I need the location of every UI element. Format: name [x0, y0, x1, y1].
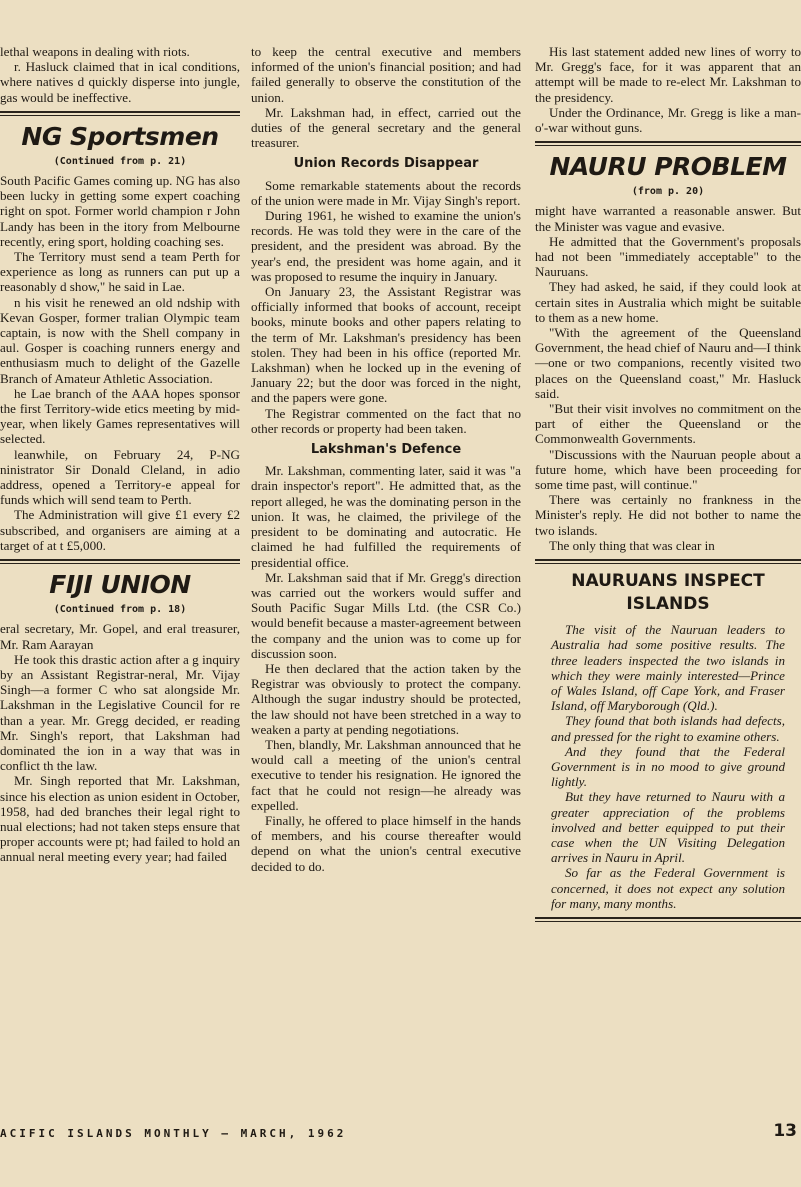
paragraph: Mr. Lakshman had, in effect, carried out the duties of the general secretary and the general treasurer.	[251, 104, 521, 151]
paragraph: The only thing that was clear in	[549, 537, 715, 553]
paragraph: But they have returned to Nauru with a greater appreciation of the problems involved and better equipped to put their case when the UN Visiting Delegation arrives in Nauru in April.	[551, 789, 785, 866]
column-2	[251, 44, 521, 874]
paragraph: And they found that the Federal Government is in no mood to give ground lightly.	[551, 743, 785, 790]
defence-subheading: Lakshman's Defence	[310, 442, 462, 458]
paragraph: might have warranted a reasonable answer. But the Minister was vague and evasive.	[535, 203, 801, 234]
sportsmen-article	[0, 122, 240, 553]
section-divider	[535, 917, 801, 922]
nauru-article	[535, 152, 801, 553]
paragraph: r. Hasluck claimed that in ical conditions, where natives d quickly disperse into jungle, gas would be ineffective.	[0, 59, 240, 105]
paragraph: The Territory must send a team Perth for experience as long as runners can put up a reasonably d show," he said in Lae.	[0, 249, 240, 295]
fiji-article	[0, 570, 240, 864]
defence-section	[251, 442, 521, 874]
paragraph: Under the Ordinance, Mr. Gregg is like a man-o'-war without guns.	[535, 104, 801, 136]
box-headline	[535, 570, 801, 616]
paragraph: n his visit he renewed an old ndship with Kevan Gosper, former tralian Olympic team captain, is now with the Shell company in aul. Gosper is coaching runners energy and enthusiasm much to delight of the Gazelle Branch of Amateur Athletic Association.	[0, 294, 240, 386]
page-number: 13	[773, 1121, 797, 1141]
paragraph: They had asked, he said, if they could look at certain sites in Australia which might be suitable to them as a new home.	[535, 279, 801, 325]
paragraph: leanwhile, on February 24, P-NG ninistrator Sir Donald Cleland, in adio address, opened a Territory-e appeal for funds which will send team to Perth.	[0, 446, 240, 508]
records-subheading: Union Records Disappear	[293, 156, 479, 172]
nauru-headline: NAURU PROBLEM	[549, 152, 787, 182]
paragraph: They found that both islands had defects, and pressed for the right to examine others.	[551, 713, 785, 744]
fiji-headline: FIJI UNION	[49, 570, 191, 600]
paragraph: Finally, he offered to place himself in the hands of members, and his course thereafter would depend on what the union's central executive decided to do.	[251, 812, 521, 874]
paragraph: He took this drastic action after a g inquiry by an Assistant Registrar-neral, Mr. Vijay Singh—a former C who sat alongside Mr. Lakshman in the Legislative Council for re than a year. Mr. Gregg decided, er reading Mr. Singh's report, that Lakshman had dominated the ion in a way that was in conflict th the law.	[0, 651, 240, 774]
paragraph: South Pacific Games coming up. NG has also been lucky in getting some expert coaching right on spot. Former world champion r John Landy has been in the itory from Melbourne recently, ering sport, holding coaching ses.	[0, 173, 240, 249]
section-divider	[535, 559, 801, 564]
nauruans-box	[535, 570, 801, 911]
running-footer: ACIFIC ISLANDS MONTHLY — MARCH, 1962	[0, 1127, 347, 1140]
paragraph: to keep the central executive and members informed of the union's financial position; and had failed generally to observe the constitution of the union.	[251, 44, 521, 105]
paragraph: lethal weapons in dealing with riots.	[0, 44, 190, 59]
paragraph: The Administration will give £1 every £2 subscribed, and organisers are aiming at a target of at t £5,000.	[0, 507, 240, 553]
section-divider	[0, 559, 240, 564]
records-section	[251, 156, 521, 436]
paragraph: The visit of the Nauruan leaders to Australia had some positive results. The three leaders inspected the two islands in which they were mainly interested—Prince of Wales Island, off Cape York, and Fraser Island, off Maryborough (Qld.).	[551, 622, 785, 714]
paragraph: Then, blandly, Mr. Lakshman announced that he would call a meeting of the union's central executive to tender his resignation. He ignored the fact that he could not resign—he already was expelled.	[251, 736, 521, 813]
paragraph: On January 23, the Assistant Registrar was officially informed that books of account, receipt books, minute books and other papers relating to the term of Mr. Lakshman's presidency has been stolen. They had been in his office (reported Mr. Lakshman) when he locked up in the evening of January 22; but the door was forced in the night, and the papers were gone.	[251, 284, 521, 406]
paragraph: Mr. Lakshman, commenting later, said it was "a drain inspector's report". He admitted that, as the report alleged, he was the dominating person in the union. It was, he claimed, the privilege of the president to be dominating and autocratic. He claimed he had fulfilled the requirements of presidential office.	[251, 463, 521, 570]
paragraph: There was certainly no frankness in the Minister's reply. He did not bother to name the two islands.	[535, 492, 801, 538]
section-divider	[0, 111, 240, 116]
col1-intro	[0, 44, 240, 105]
box-headline-line-1: NAURUANS INSPECT	[571, 571, 765, 592]
paragraph: he Lae branch of the AAA hopes sponsor the first Territory-wide etics meeting by mid-year, when likely Games representatives will selected.	[0, 385, 240, 447]
paragraph: "Discussions with the Nauruan people about a future home, which have been proceeding for some time past, will continue."	[535, 446, 801, 493]
continued-note: (from p. 20)	[631, 186, 705, 198]
continued-note: (Continued from p. 18)	[53, 604, 187, 616]
paragraph: He admitted that the Government's proposals had not been "immediately acceptable" to the Nauruans.	[535, 233, 801, 280]
paragraph: Mr. Lakshman said that if Mr. Gregg's direction was carried out the workers would suffer and South Pacific Sugar Mills Ltd. (the CSR Co.) would benefit because a master-agreement between the company and the union was to come up for discussion soon.	[251, 569, 521, 661]
box-body	[535, 622, 801, 911]
paragraph: "But their visit involves no commitment on the part of either the Queensland or the Commonwealth Governments.	[535, 401, 801, 447]
column-3	[535, 44, 801, 928]
paragraph: So far as the Federal Government is concerned, it does not expect any solution for many, many months.	[551, 865, 785, 911]
paragraph: His last statement added new lines of worry to Mr. Gregg's face, for it was apparent that an attempt will be made to re-elect Mr. Lakshman to the presidency.	[535, 44, 801, 105]
paragraph: The Registrar commented on the fact that no other records or property had been taken.	[251, 405, 521, 436]
paragraph: "With the agreement of the Queensland Government, the head chief of Nauru and—I think—one or two companions, recently visited two places on the Queensland coast," Mr. Hasluck said.	[535, 325, 801, 401]
continued-note: (Continued from p. 21)	[53, 155, 187, 167]
paragraph: Mr. Singh reported that Mr. Lakshman, since his election as union esident in October, 1958, had ded branches their legal right to nual elections; had not taken steps ensure that proper accounts were pt; had failed to hold an annual neral meeting every year; had failed	[0, 773, 240, 865]
paragraph: He then declared that the action taken by the Registrar was obviously to protect the company. Although the sugar industry should be protected, the law should not have been stretched in a way to weaken a party at pending negotiations.	[251, 660, 521, 737]
paragraph: eral secretary, Mr. Gopel, and eral treasurer, Mr. Ram Aarayan	[0, 621, 240, 652]
col3-intro	[535, 44, 801, 135]
box-headline-line-2: ISLANDS	[626, 594, 710, 615]
paragraph: Some remarkable statements about the records of the union were made in Mr. Vijay Singh's report.	[251, 177, 521, 208]
paragraph: During 1961, he wished to examine the union's records. He was told they were in the care of the president, and the president was abroad. By the year's end, the president was home again, and it was proposed to resume the inquiry in January.	[251, 208, 521, 284]
section-divider	[535, 141, 801, 146]
sportsmen-headline: NG Sportsmen	[21, 121, 219, 151]
col2-intro	[251, 44, 521, 150]
column-1	[0, 44, 240, 865]
